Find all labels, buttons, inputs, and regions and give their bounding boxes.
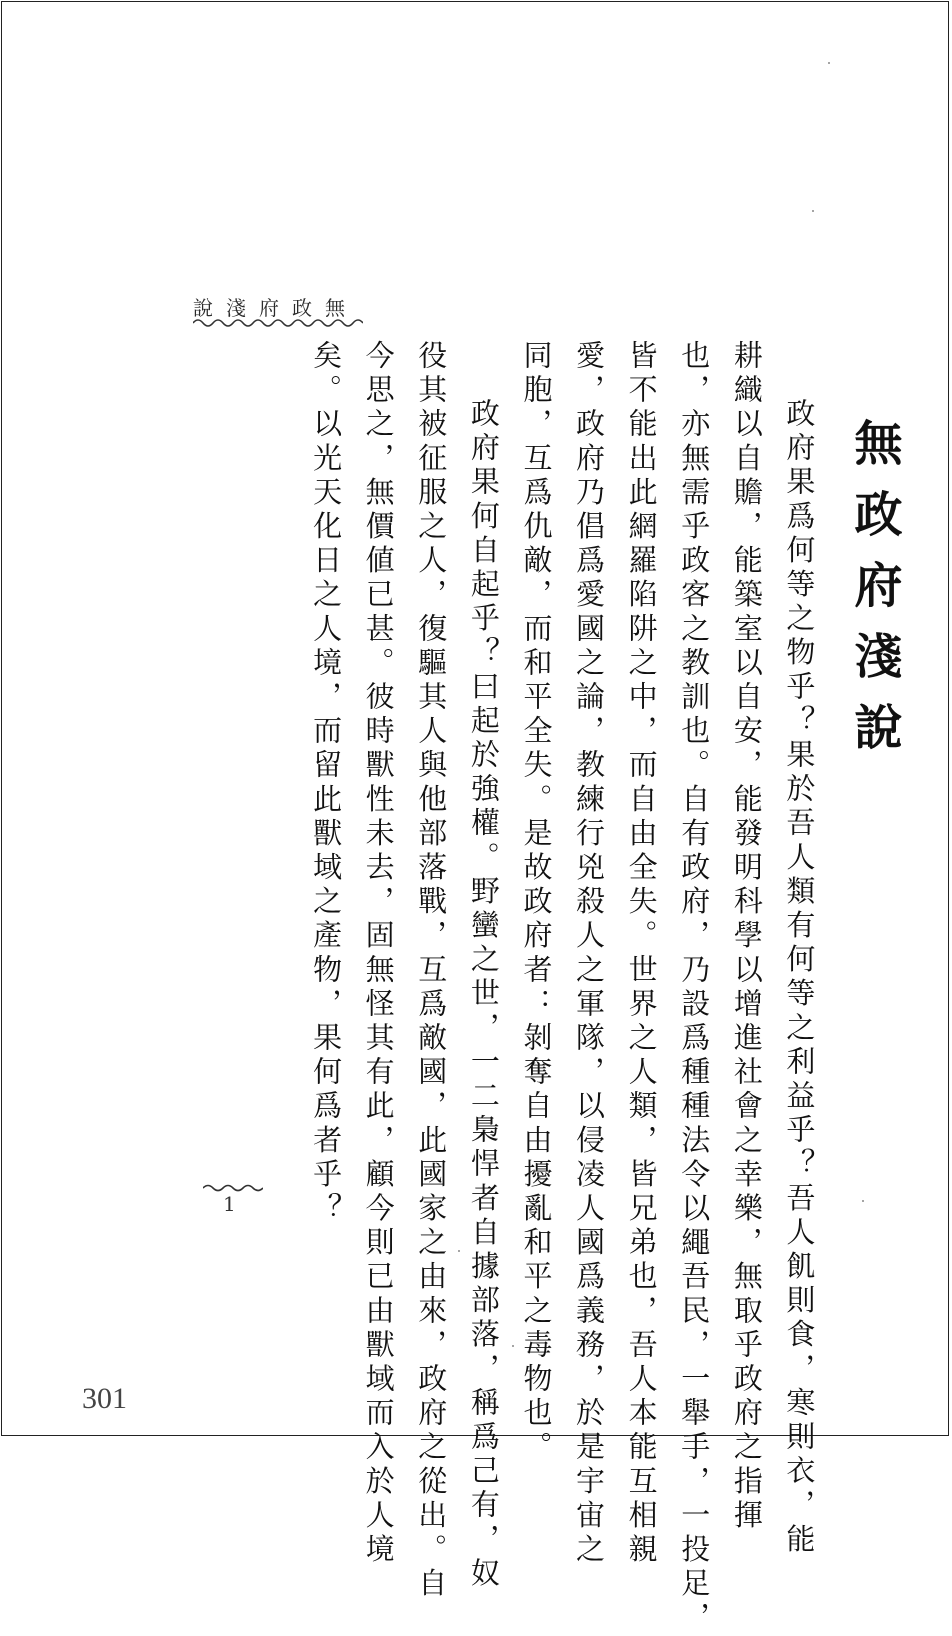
scan-speck [828, 62, 830, 64]
running-header-text: 說淺府政無 [193, 296, 358, 320]
text-column: 政府果爲何等之物乎？果於吾人類有何等之利益乎？吾人飢則食，寒則衣，能 [782, 398, 817, 1558]
scan-speck [512, 1345, 514, 1347]
scan-speck [862, 1200, 864, 1202]
text-column: 耕織以自贍，能築室以自安，能發明科學以增進社會之幸樂，無取乎政府之指揮 [729, 340, 764, 1534]
text-column: 矣。以光天化日之人境，而留此獸域之產物，果何爲者乎？ [309, 340, 344, 1227]
text-column: 同胞，互爲仇敵，而和平全失。是故政府者：剝奪自由擾亂和平之毒物也。 [519, 340, 554, 1466]
page-number: 301 [82, 1382, 127, 1415]
header-wave-ornament [193, 316, 363, 330]
text-column: 政府果何自起乎？曰起於強權。野蠻之世，一二梟悍者自據部落，稱爲己有，奴 [466, 398, 501, 1592]
text-column: 皆不能出此網羅陷阱之中，而自由全失。世界之人類，皆兄弟也，吾人本能互相親 [624, 340, 659, 1568]
running-header [193, 292, 363, 336]
scan-speck [812, 210, 814, 212]
text-column: 役其被征服之人，復驅其人與他部落戰，互爲敵國，此國家之由來，政府之從出。自 [414, 340, 449, 1602]
text-column: 今思之，無價値已甚。彼時獸性未去，固無怪其有此，顧今則已由獸域而入於人境 [361, 340, 396, 1568]
text-column: 也，亦無需乎政客之教訓也。自有政府，乃設爲種種法令以繩吾民，一舉手，一投足， [677, 340, 712, 1636]
folio [203, 1182, 263, 1222]
article-body [180, 340, 902, 1636]
scan-speck [458, 1250, 460, 1252]
folio-number: 1 [223, 1192, 236, 1216]
article-title: 無政府淺說 [846, 418, 902, 773]
text-column: 愛，政府乃倡爲愛國之論，教練行兇殺人之軍隊，以侵凌人國爲義務，於是宇宙之 [572, 340, 607, 1568]
